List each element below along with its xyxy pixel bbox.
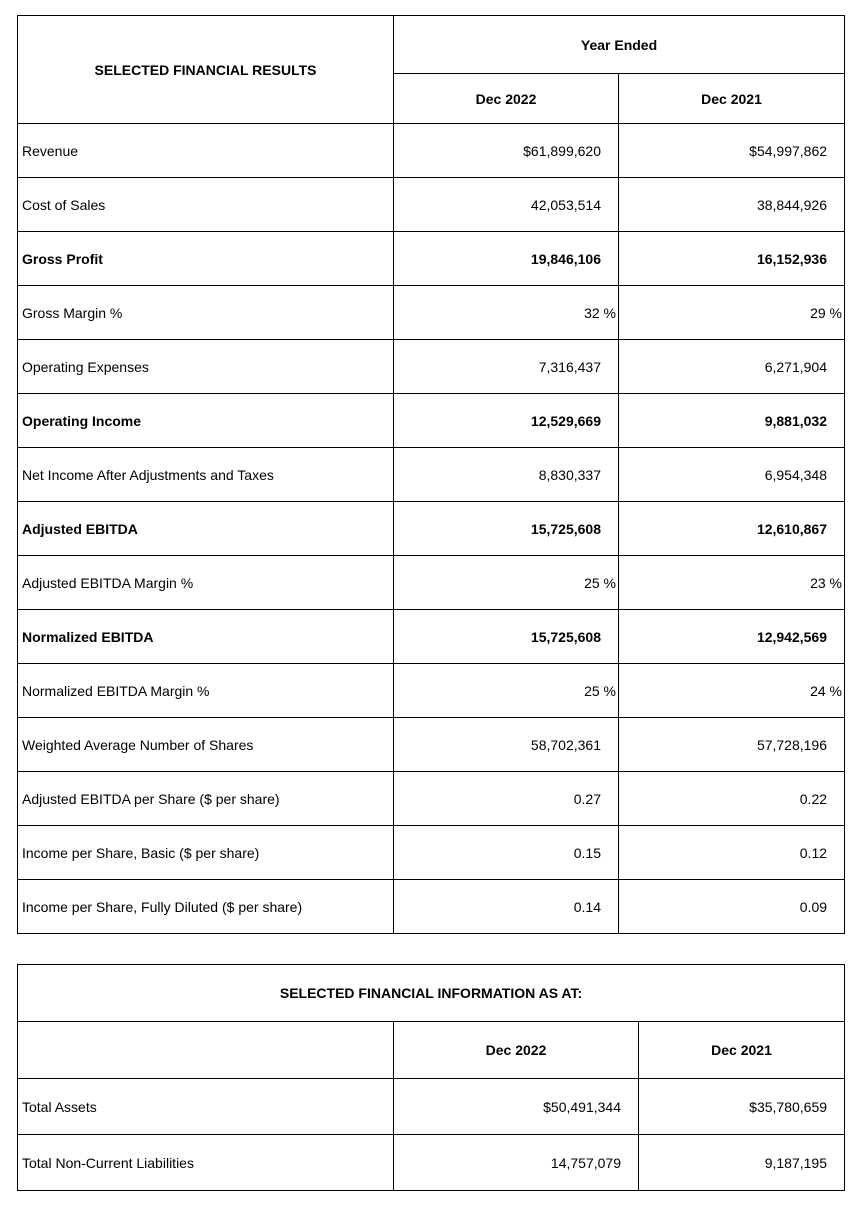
value-dec-2022: 15,725,608 xyxy=(394,610,619,664)
column-header-dec-2022: Dec 2022 xyxy=(394,74,619,124)
value-dec-2021: 16,152,936 xyxy=(619,232,845,286)
value-dec-2021: 6,271,904 xyxy=(619,340,845,394)
table-row xyxy=(18,664,845,718)
value-dec-2022: 25 % xyxy=(394,556,619,610)
value-dec-2022: 12,529,669 xyxy=(394,394,619,448)
row-label: Net Income After Adjustments and Taxes xyxy=(18,448,394,502)
results-title: SELECTED FINANCIAL RESULTS xyxy=(18,16,394,124)
table-row xyxy=(18,772,845,826)
value-dec-2022: 7,316,437 xyxy=(394,340,619,394)
row-label: Normalized EBITDA Margin % xyxy=(18,664,394,718)
column-header-dec-2021: Dec 2021 xyxy=(619,74,845,124)
financial-position-table xyxy=(17,964,845,1191)
value-dec-2022: 8,830,337 xyxy=(394,448,619,502)
row-label: Operating Expenses xyxy=(18,340,394,394)
value-dec-2021: 29 % xyxy=(619,286,845,340)
position-title: SELECTED FINANCIAL INFORMATION AS AT: xyxy=(18,965,845,1022)
table-row xyxy=(18,826,845,880)
table-row xyxy=(18,502,845,556)
value-dec-2022: 32 % xyxy=(394,286,619,340)
table-row xyxy=(18,394,845,448)
year-ended-header: Year Ended xyxy=(394,16,845,74)
row-label: Gross Margin % xyxy=(18,286,394,340)
table-row xyxy=(18,448,845,502)
value-dec-2022: $61,899,620 xyxy=(394,124,619,178)
value-dec-2022: 58,702,361 xyxy=(394,718,619,772)
column-header-dec-2022: Dec 2022 xyxy=(394,1022,639,1079)
value-dec-2022: $50,491,344 xyxy=(394,1079,639,1135)
table-row xyxy=(18,1079,845,1135)
row-label: Income per Share, Basic ($ per share) xyxy=(18,826,394,880)
row-label: Total Assets xyxy=(18,1079,394,1135)
row-label: Gross Profit xyxy=(18,232,394,286)
value-dec-2021: $35,780,659 xyxy=(639,1079,845,1135)
table-row xyxy=(18,610,845,664)
table-row xyxy=(18,1135,845,1191)
position-empty-header-cell xyxy=(18,1022,394,1079)
value-dec-2022: 0.27 xyxy=(394,772,619,826)
row-label: Income per Share, Fully Diluted ($ per share) xyxy=(18,880,394,934)
row-label: Adjusted EBITDA xyxy=(18,502,394,556)
table-row xyxy=(18,178,845,232)
table-row xyxy=(18,718,845,772)
table-row xyxy=(18,286,845,340)
column-header-dec-2021: Dec 2021 xyxy=(639,1022,845,1079)
value-dec-2022: 25 % xyxy=(394,664,619,718)
table-row xyxy=(18,232,845,286)
table-row xyxy=(18,124,845,178)
value-dec-2021: $54,997,862 xyxy=(619,124,845,178)
value-dec-2021: 0.09 xyxy=(619,880,845,934)
value-dec-2021: 12,942,569 xyxy=(619,610,845,664)
table-row xyxy=(18,556,845,610)
value-dec-2022: 19,846,106 xyxy=(394,232,619,286)
value-dec-2021: 24 % xyxy=(619,664,845,718)
value-dec-2022: 42,053,514 xyxy=(394,178,619,232)
row-label: Operating Income xyxy=(18,394,394,448)
row-label: Adjusted EBITDA Margin % xyxy=(18,556,394,610)
value-dec-2021: 12,610,867 xyxy=(619,502,845,556)
value-dec-2021: 23 % xyxy=(619,556,845,610)
row-label: Normalized EBITDA xyxy=(18,610,394,664)
value-dec-2021: 0.12 xyxy=(619,826,845,880)
row-label: Adjusted EBITDA per Share ($ per share) xyxy=(18,772,394,826)
row-label: Weighted Average Number of Shares xyxy=(18,718,394,772)
financial-results-table xyxy=(17,15,845,934)
value-dec-2021: 38,844,926 xyxy=(619,178,845,232)
row-label: Revenue xyxy=(18,124,394,178)
value-dec-2022: 0.14 xyxy=(394,880,619,934)
table-row xyxy=(18,880,845,934)
table-row xyxy=(18,340,845,394)
row-label: Cost of Sales xyxy=(18,178,394,232)
value-dec-2022: 14,757,079 xyxy=(394,1135,639,1191)
value-dec-2021: 6,954,348 xyxy=(619,448,845,502)
value-dec-2022: 0.15 xyxy=(394,826,619,880)
value-dec-2021: 9,881,032 xyxy=(619,394,845,448)
value-dec-2021: 9,187,195 xyxy=(639,1135,845,1191)
value-dec-2021: 0.22 xyxy=(619,772,845,826)
row-label: Total Non-Current Liabilities xyxy=(18,1135,394,1191)
value-dec-2021: 57,728,196 xyxy=(619,718,845,772)
value-dec-2022: 15,725,608 xyxy=(394,502,619,556)
